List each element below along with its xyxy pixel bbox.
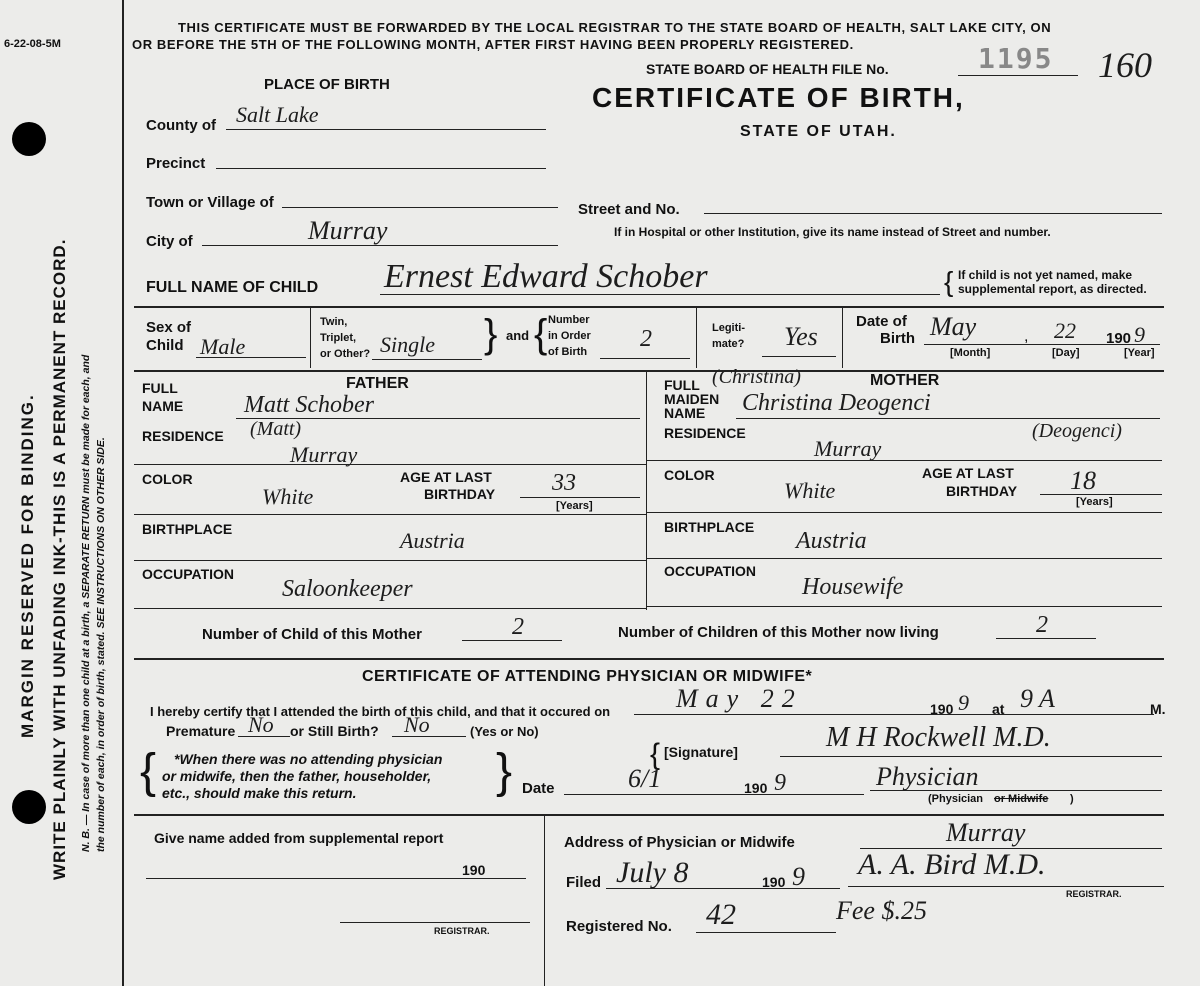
father-residence-label: RESIDENCE	[142, 428, 224, 444]
margin-note-1: N. B. — In case of more than one child at a birth, a SEPARATE RETURN must be made for each, and	[80, 354, 92, 852]
father-heading: FATHER	[346, 375, 409, 392]
signature-line	[780, 756, 1162, 757]
mother-occupation-label: OCCUPATION	[664, 563, 757, 579]
father-age-label-2: BIRTHDAY	[424, 486, 496, 502]
notice-line-2: OR BEFORE THE 5TH OF THE FOLLOWING MONTH, AFTER FIRST HAVING BEEN PROPERLY REGISTERED.	[132, 37, 854, 52]
divider-parents	[646, 370, 647, 610]
mother-years-label: [Years]	[1076, 496, 1113, 508]
dob-year-suffix[interactable]: 9	[1134, 322, 1145, 347]
binding-hole-top	[12, 122, 46, 156]
mother-birthplace-value[interactable]: Austria	[796, 528, 867, 554]
dob-day[interactable]: 22	[1054, 318, 1076, 343]
left-margin-line	[122, 0, 124, 986]
rule-parents-top	[134, 370, 1164, 372]
county-line	[226, 129, 546, 130]
file-label: STATE BOARD OF HEALTH FILE No.	[646, 61, 889, 77]
mother-name-value[interactable]: Christina Deogenci	[742, 390, 931, 416]
m-label: M.	[1150, 701, 1166, 717]
filed-label: Filed	[566, 874, 602, 891]
file-number-handwritten: 160	[1098, 45, 1152, 85]
mother-birthplace-line	[646, 558, 1162, 559]
town-label: Town or Village of	[146, 194, 274, 211]
father-age-label-1: AGE AT LAST	[400, 469, 492, 485]
mother-birthplace-label: BIRTHPLACE	[664, 519, 755, 535]
stillbirth-value[interactable]: No	[404, 712, 430, 737]
father-residence-note: (Matt)	[250, 418, 302, 440]
day-label: [Day]	[1052, 347, 1080, 359]
father-birthplace-line	[134, 560, 646, 561]
physician-heading: CERTIFICATE OF ATTENDING PHYSICIAN OR MIDWIFE*	[362, 668, 813, 685]
certificate-subtitle: STATE OF UTAH.	[740, 123, 897, 140]
order-value[interactable]: 2	[640, 326, 652, 352]
notice-line-1: THIS CERTIFICATE MUST BE FORWARDED BY THE LOCAL REGISTRAR TO THE STATE BOARD OF HEALTH, SALT LAKE CITY, ON	[178, 20, 1052, 35]
street-label: Street and No.	[578, 201, 680, 218]
child-name-value[interactable]: Ernest Edward Schober	[384, 258, 708, 295]
title-label-a: (Physician	[928, 793, 984, 805]
order-label-1: Number	[548, 314, 590, 326]
father-birthplace-label: BIRTHPLACE	[142, 521, 233, 537]
divider-bottom	[544, 816, 545, 986]
hospital-note: If in Hospital or other Institution, give its name instead of Street and number.	[614, 225, 1051, 239]
mother-occupation-value[interactable]: Housewife	[802, 574, 904, 600]
precinct-label: Precinct	[146, 155, 206, 172]
registered-value[interactable]: 42	[706, 898, 736, 931]
registrar-line	[848, 886, 1164, 887]
twin-line	[372, 359, 482, 360]
margin-note-2: the number of each, in order of birth, stated. SEE INSTRUCTIONS ON OTHER SIDE.	[95, 437, 107, 852]
address-value[interactable]: Murray	[946, 818, 1026, 847]
title-label-c: )	[1070, 793, 1074, 805]
file-number-line	[958, 75, 1078, 76]
supplemental-line-2	[340, 922, 530, 923]
premature-label: Premature	[166, 723, 236, 739]
date-value[interactable]: 6/1	[628, 764, 662, 793]
dob-month[interactable]: May	[930, 312, 977, 341]
rule-child	[134, 306, 1164, 308]
signature-value[interactable]: M H Rockwell M.D.	[826, 722, 1051, 753]
father-residence-value[interactable]: Murray	[290, 442, 358, 467]
father-occupation-line	[134, 608, 646, 609]
mother-color-label: COLOR	[664, 467, 715, 483]
date-year-suffix[interactable]: 9	[774, 770, 786, 796]
certificate-title: CERTIFICATE OF BIRTH,	[592, 82, 965, 113]
mother-residence-line	[646, 460, 1162, 461]
divider-sex	[310, 308, 311, 368]
title-label-b: or Midwife	[994, 793, 1049, 805]
fee-note: Fee $.25	[836, 896, 927, 925]
binding-hole-bottom	[12, 790, 46, 824]
county-value[interactable]: Salt Lake	[236, 102, 319, 127]
sex-label-2: Child	[146, 337, 184, 354]
brace-twin: }	[484, 312, 498, 356]
mother-heading: MOTHER	[870, 372, 940, 389]
file-number: 1195	[978, 42, 1054, 75]
unnamed-note-1: If child is not yet named, make	[958, 268, 1133, 282]
child-of-mother-value[interactable]: 2	[512, 614, 524, 640]
margin-main-text: WRITE PLAINLY WITH UNFADING INK-THIS IS A PERMANENT RECORD.	[50, 238, 69, 880]
precinct-line	[216, 168, 546, 169]
registered-line	[696, 932, 836, 933]
supplemental-registrar-label: REGISTRAR.	[434, 926, 490, 936]
month-label: [Month]	[950, 347, 991, 359]
twin-label-1: Twin,	[320, 316, 348, 328]
filed-year-suffix[interactable]: 9	[792, 862, 805, 891]
mother-residence-label: RESIDENCE	[664, 425, 746, 441]
mother-name-note: (Christina)	[712, 366, 801, 388]
physician-birth-date[interactable]: May 22	[676, 684, 803, 713]
city-label: City of	[146, 233, 193, 250]
father-name-label: NAME	[142, 398, 184, 414]
divider-order	[696, 308, 697, 368]
certify-text: I hereby certify that I attended the birth of this child, and that it occured on	[150, 704, 611, 719]
father-age-line	[520, 497, 640, 498]
physician-time[interactable]: 9 A	[1020, 684, 1055, 713]
filed-value[interactable]: July 8	[616, 856, 689, 889]
mother-age-label-1: AGE AT LAST	[922, 465, 1014, 481]
dob-comma: ,	[1024, 328, 1029, 345]
mother-residence-value[interactable]: Murray	[814, 436, 882, 461]
brace-unnamed: {	[944, 266, 954, 297]
registrar-signature[interactable]: A. A. Bird M.D.	[858, 848, 1046, 881]
brace-footnote-left: {	[140, 745, 157, 798]
mother-age-line	[1040, 494, 1162, 495]
supplemental-year: 190	[462, 862, 486, 878]
and-label: and	[506, 328, 530, 343]
stillbirth-label: or Still Birth?	[290, 723, 379, 739]
father-color-label: COLOR	[142, 471, 193, 487]
mother-maiden-label: MAIDEN	[664, 391, 720, 407]
order-line	[600, 358, 690, 359]
twin-label-2: Triplet,	[320, 332, 357, 344]
dob-label-2: Birth	[880, 330, 915, 347]
divider-legit	[842, 308, 843, 368]
footnote-line-2: or midwife, then the father, householder,	[162, 768, 432, 784]
dob-year-prefix: 190	[1106, 330, 1132, 347]
mother-color-line	[646, 512, 1162, 513]
birth-date-line	[634, 714, 1154, 715]
signature-label: [Signature]	[664, 744, 738, 760]
rule-bottom	[134, 814, 1164, 816]
county-label: County of	[146, 117, 216, 134]
father-name-value[interactable]: Matt Schober	[244, 392, 374, 418]
form-code: 6-22-08-5M	[4, 38, 61, 50]
child-of-mother-label: Number of Child of this Mother	[202, 626, 422, 643]
father-age-value[interactable]: 33	[552, 470, 576, 496]
father-birthplace-value[interactable]: Austria	[400, 528, 465, 553]
rule-physician-top	[134, 658, 1164, 660]
twin-value[interactable]: Single	[380, 332, 435, 357]
footnote-line-3: etc., should make this return.	[162, 785, 357, 801]
mother-name-line	[736, 418, 1160, 419]
mother-name-label: NAME	[664, 405, 706, 421]
signature-brace: {	[650, 738, 661, 771]
living-label: Number of Children of this Mother now living	[618, 624, 939, 641]
town-line	[282, 207, 558, 208]
living-value[interactable]: 2	[1036, 612, 1048, 638]
mother-color-value[interactable]: White	[784, 478, 836, 503]
yes-no-label: (Yes or No)	[470, 724, 539, 739]
title-value[interactable]: Physician	[876, 762, 979, 791]
premature-value[interactable]: No	[248, 712, 274, 737]
margin-binding-text: MARGIN RESERVED FOR BINDING.	[18, 393, 37, 738]
date-line	[564, 794, 864, 795]
sex-value[interactable]: Male	[200, 334, 246, 359]
mother-age-label-2: BIRTHDAY	[946, 483, 1018, 499]
twin-label-3: or Other?	[320, 348, 371, 360]
city-value[interactable]: Murray	[308, 216, 388, 245]
street-line	[704, 213, 1162, 214]
year-label: [Year]	[1124, 347, 1155, 359]
mother-age-value[interactable]: 18	[1070, 466, 1096, 495]
footnote-line-1: *When there was no attending physician	[174, 751, 443, 767]
father-color-value[interactable]: White	[262, 484, 314, 509]
child-name-label: FULL NAME OF CHILD	[146, 279, 319, 296]
legit-value[interactable]: Yes	[784, 322, 818, 351]
order-label-3: of Birth	[548, 346, 588, 358]
legit-label-1: Legiti-	[712, 322, 745, 334]
father-full-label: FULL	[142, 380, 178, 396]
filed-year-prefix: 190	[762, 874, 786, 890]
supplemental-label: Give name added from supplemental report	[154, 830, 444, 846]
order-label-2: in Order	[548, 330, 591, 342]
brace-footnote-right: }	[496, 745, 513, 798]
legit-label-2: mate?	[712, 338, 745, 350]
address-label: Address of Physician or Midwife	[564, 834, 795, 851]
registered-label: Registered No.	[566, 918, 672, 935]
sex-label-1: Sex of	[146, 319, 192, 336]
at-label: at	[992, 701, 1005, 717]
place-heading: PLACE OF BIRTH	[264, 76, 390, 93]
date-label: Date	[522, 780, 555, 797]
legit-line	[762, 356, 836, 357]
father-residence-line	[134, 464, 646, 465]
father-years-label: [Years]	[556, 500, 593, 512]
brace-order: {	[534, 312, 548, 356]
mother-residence-note: (Deogenci)	[1032, 420, 1122, 442]
registrar-label: REGISTRAR.	[1066, 889, 1122, 899]
physician-year-prefix: 190	[930, 701, 954, 717]
mother-occupation-line	[646, 606, 1162, 607]
father-occupation-value[interactable]: Saloonkeeper	[282, 576, 413, 602]
supplemental-line-1	[146, 878, 526, 879]
father-color-line	[134, 514, 646, 515]
physician-year-suffix[interactable]: 9	[958, 690, 969, 715]
mother-full-label: FULL	[664, 377, 700, 393]
date-year-prefix: 190	[744, 780, 768, 796]
dob-label-1: Date of	[856, 313, 907, 330]
unnamed-note-2: supplemental report, as directed.	[958, 282, 1147, 296]
father-occupation-label: OCCUPATION	[142, 566, 235, 582]
